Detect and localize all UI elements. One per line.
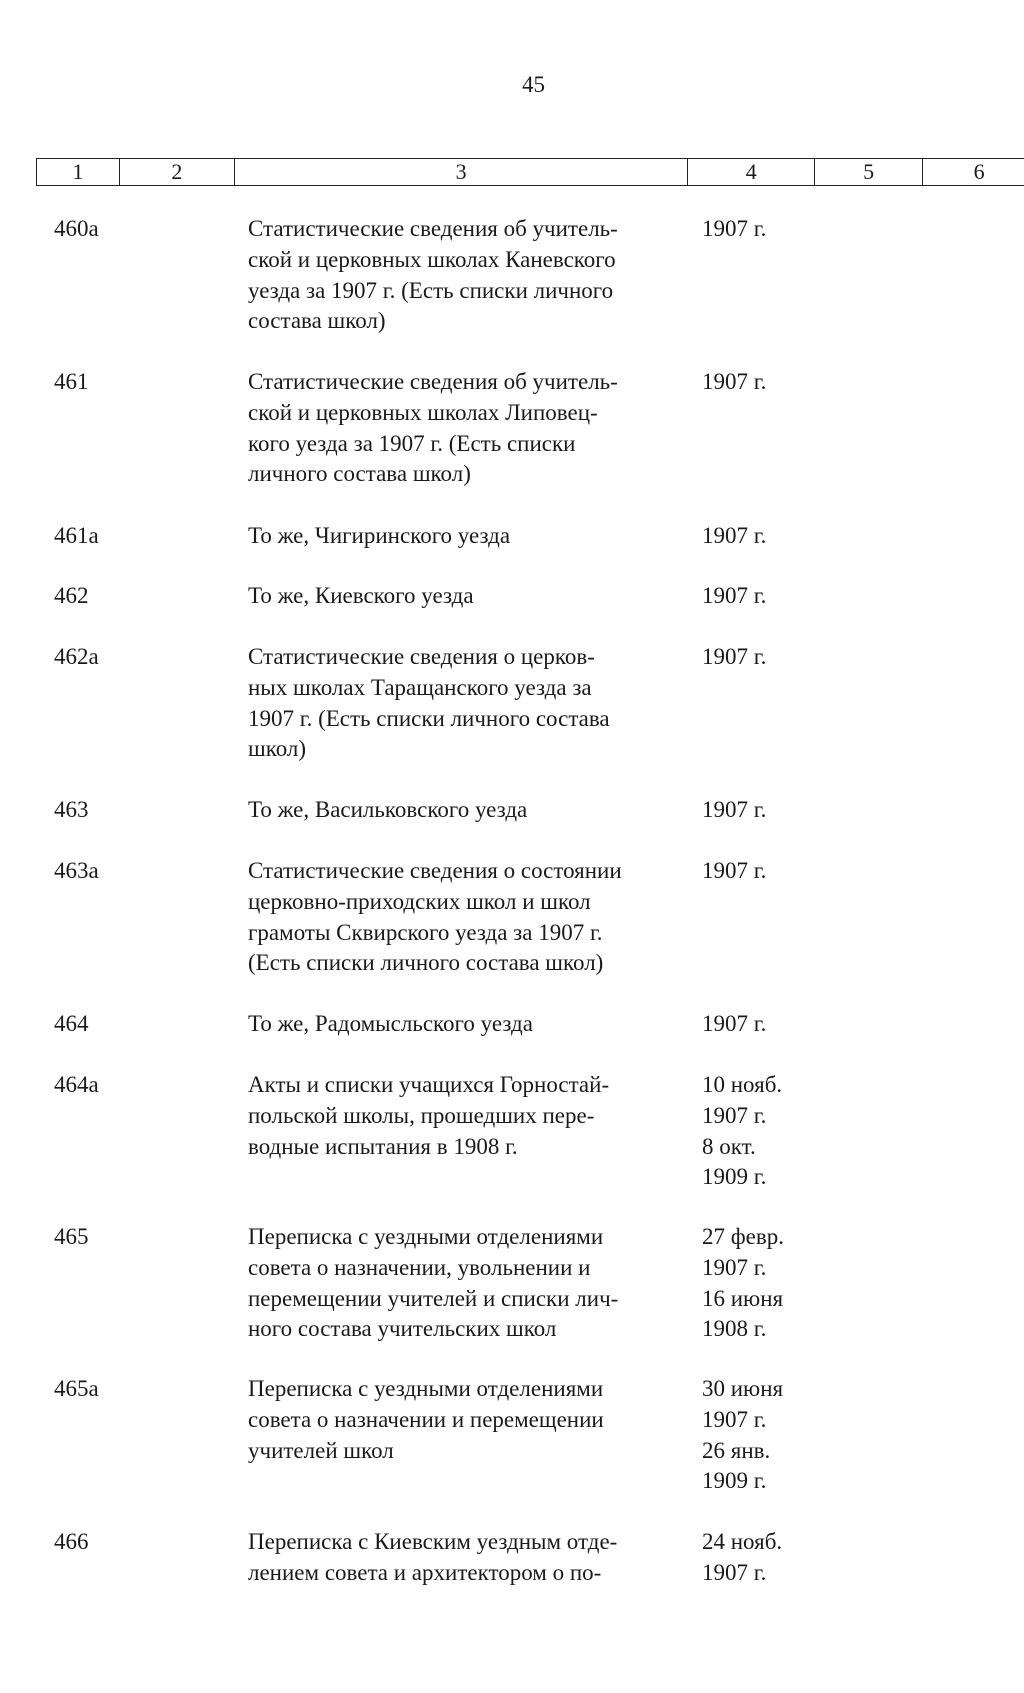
record-dates xyxy=(702,1070,822,1193)
column-header-2: 2 xyxy=(120,159,235,185)
description-line: Статистические сведения о состоянии xyxy=(248,858,622,883)
description-line: То же, Киевского уезда xyxy=(248,583,474,608)
description-line: Статистические сведения об учитель- xyxy=(248,369,618,394)
date-line: 8 окт. xyxy=(702,1133,756,1159)
date-line: 1909 г. xyxy=(702,1164,767,1190)
description-line: (Есть списки личного состава школ) xyxy=(248,950,604,976)
description-line: Переписка с уездными отделениями xyxy=(248,1224,604,1249)
column-header-row xyxy=(36,158,1024,186)
date-line: 1907 г. xyxy=(702,1254,767,1280)
record-description xyxy=(248,1222,688,1345)
description-line: То же, Радомысльского уезда xyxy=(248,1011,533,1036)
date-line: 24 нояб. xyxy=(702,1529,783,1554)
description-line: ного состава учительских школ xyxy=(248,1316,557,1342)
date-line: 16 июня xyxy=(702,1285,784,1311)
date-line: 1909 г. xyxy=(702,1468,767,1494)
description-line: водные испытания в 1908 г. xyxy=(248,1133,518,1159)
record-dates xyxy=(702,1527,822,1589)
date-line: 1907 г. xyxy=(702,523,767,548)
date-line: 26 янв. xyxy=(702,1437,771,1463)
record-dates xyxy=(702,856,822,887)
record-description xyxy=(248,1374,688,1466)
column-header-6: 6 xyxy=(923,159,1024,185)
description-line: состава школ) xyxy=(248,308,386,334)
record-dates xyxy=(702,1009,822,1040)
record-number: 463 xyxy=(54,797,89,822)
column-header-5: 5 xyxy=(815,159,923,185)
record-dates xyxy=(702,581,822,612)
date-line: 1907 г. xyxy=(702,216,767,241)
description-line: школ) xyxy=(248,736,307,762)
date-line: 30 июня xyxy=(702,1376,784,1401)
description-line: Переписка с Киевским уездным отде- xyxy=(248,1529,618,1554)
description-line: учителей школ xyxy=(248,1437,394,1463)
description-line: лением совета и архитектором о по- xyxy=(248,1559,602,1585)
date-line: 1908 г. xyxy=(702,1316,767,1342)
record-description xyxy=(248,795,688,826)
record-description xyxy=(248,581,688,612)
record-description xyxy=(248,856,688,979)
page-number: 45 xyxy=(522,72,545,97)
column-header-1: 1 xyxy=(37,159,120,185)
record-number: 466 xyxy=(54,1529,89,1554)
record-dates xyxy=(702,367,822,398)
record-number: 465a xyxy=(54,1376,99,1401)
description-line: Статистические сведения о церков- xyxy=(248,644,595,669)
record-description xyxy=(248,1527,688,1589)
record-number: 462a xyxy=(54,644,99,669)
column-header-4: 4 xyxy=(688,159,815,185)
record-number: 465 xyxy=(54,1224,89,1249)
record-number: 460a xyxy=(54,216,99,241)
description-line: Переписка с уездными отделениями xyxy=(248,1376,604,1401)
record-dates xyxy=(702,642,822,673)
description-line: личного состава школ) xyxy=(248,461,471,487)
date-line: 1907 г. xyxy=(702,1011,767,1036)
description-line: То же, Васильковского уезда xyxy=(248,797,528,822)
record-number: 464 xyxy=(54,1011,89,1036)
record-number: 464a xyxy=(54,1072,99,1097)
description-line: Статистические сведения об учитель- xyxy=(248,216,618,241)
description-line: ской и церковных школах Липовец- xyxy=(248,399,598,425)
description-line: кого уезда за 1907 г. (Есть списки xyxy=(248,430,576,456)
record-description xyxy=(248,214,688,337)
date-line: 1907 г. xyxy=(702,644,767,669)
record-description xyxy=(248,367,688,490)
description-line: церковно-приходских школ и школ xyxy=(248,888,591,914)
record-dates xyxy=(702,214,822,245)
description-line: уезда за 1907 г. (Есть списки личного xyxy=(248,277,614,303)
record-number: 462 xyxy=(54,583,89,608)
record-description xyxy=(248,1070,688,1162)
description-line: 1907 г. (Есть списки личного состава xyxy=(248,705,610,731)
record-number: 461a xyxy=(54,523,99,548)
record-number: 463a xyxy=(54,858,99,883)
description-line: совета о назначении и перемещении xyxy=(248,1406,604,1432)
description-line: То же, Чигиринского уезда xyxy=(248,523,511,548)
date-line: 27 февр. xyxy=(702,1224,784,1249)
date-line: 1907 г. xyxy=(702,797,767,822)
description-line: ской и церковных школах Каневского xyxy=(248,246,616,272)
date-line: 1907 г. xyxy=(702,1559,767,1585)
description-line: перемещении учителей и списки лич- xyxy=(248,1285,619,1311)
date-line: 10 нояб. xyxy=(702,1072,783,1097)
record-description xyxy=(248,642,688,765)
record-dates xyxy=(702,795,822,826)
column-header-3: 3 xyxy=(235,159,689,185)
date-line: 1907 г. xyxy=(702,858,767,883)
record-dates xyxy=(702,521,822,552)
description-line: совета о назначении, увольнении и xyxy=(248,1254,591,1280)
date-line: 1907 г. xyxy=(702,1406,767,1432)
record-number: 461 xyxy=(54,369,89,394)
description-line: грамоты Сквирского уезда за 1907 г. xyxy=(248,919,603,945)
description-line: Акты и списки учащихся Горностай- xyxy=(248,1072,610,1097)
record-description xyxy=(248,1009,688,1040)
date-line: 1907 г. xyxy=(702,369,767,394)
record-dates xyxy=(702,1374,822,1497)
record-description xyxy=(248,521,688,552)
date-line: 1907 г. xyxy=(702,583,767,608)
description-line: ных школах Таращанского уезда за xyxy=(248,674,592,700)
record-dates xyxy=(702,1222,822,1345)
date-line: 1907 г. xyxy=(702,1102,767,1128)
description-line: польской школы, прошедших пере- xyxy=(248,1102,595,1128)
